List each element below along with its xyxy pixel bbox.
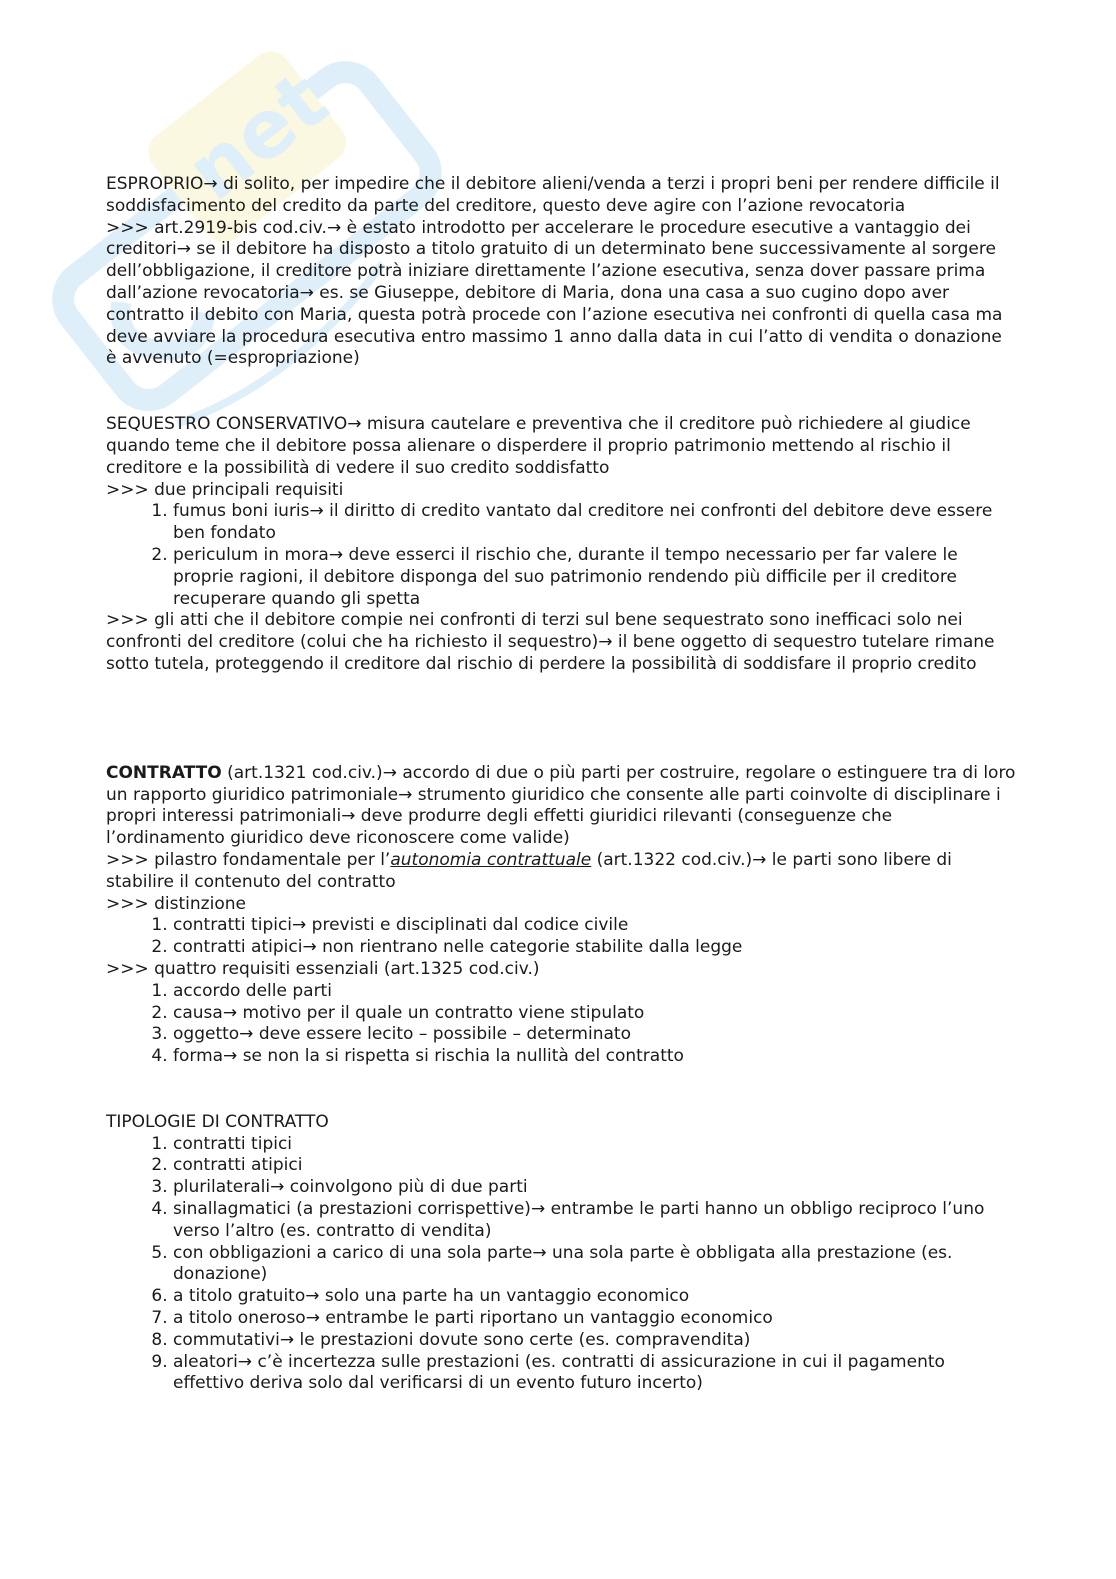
requisiti-list bbox=[106, 981, 1016, 1068]
list-item: 4. forma→ se non la si rispetta si rischia la nullità del contratto bbox=[173, 1046, 1016, 1068]
tipologie-list bbox=[106, 1134, 1016, 1396]
distinzione-list bbox=[106, 915, 1016, 959]
watermark-text: net bbox=[169, 53, 345, 219]
list-item: 2. contratti atipici→ non rientrano nelle categorie stabilite dalla legge bbox=[173, 937, 1016, 959]
autonomia-paragraph bbox=[106, 850, 1016, 894]
list-item: 1. contratti tipici→ previsti e disciplinati dal codice civile bbox=[173, 915, 1016, 937]
autonomia-suffix: (art.1322 cod.civ.)→ le parti sono libere di stabilire il contenuto del contratto bbox=[106, 849, 952, 892]
contratto-definition-paragraph bbox=[106, 763, 1016, 850]
section-sequestro bbox=[106, 414, 1016, 676]
list-item: 7. a titolo oneroso→ entrambe le parti riportano un vantaggio economico bbox=[173, 1308, 1016, 1330]
list-item: 5. con obbligazioni a carico di una sola parte→ una sola parte è obbligata alla prestazione (es. donazione) bbox=[173, 1243, 1016, 1287]
list-item: 3. oggetto→ deve essere lecito – possibile – determinato bbox=[173, 1024, 1016, 1046]
list-item: 3. plurilaterali→ coinvolgono più di due parti bbox=[173, 1177, 1016, 1199]
sequestro-requisiti-intro: >>> due principali requisiti bbox=[106, 479, 344, 500]
contratto-heading: CONTRATTO bbox=[106, 762, 222, 783]
contratto-definition-text: (art.1321 cod.civ.)→ accordo di due o più parti per costruire, regolare o estinguere tra di loro un rapporto giuridico patrimoniale→ strumento giuridico che consente alle parti coinvolte di disciplinare i propri interessi patrimoniali→ deve produrre degli effetti giuridici rilevanti (conseguenze che l’ordinamento giuridico deve riconoscere come valide) bbox=[106, 762, 1016, 849]
list-item: 1. fumus boni iuris→ il diritto di credito vantato dal creditore nei confronti del debitore deve essere ben fondato bbox=[173, 501, 1016, 545]
list-item: 1. contratti tipici bbox=[173, 1134, 1016, 1156]
section-esproprio bbox=[106, 174, 1016, 370]
document-body bbox=[106, 174, 1016, 1395]
section-tipologie bbox=[106, 1112, 1016, 1395]
sequestro-requisiti-list bbox=[106, 501, 1016, 610]
sequestro-paragraph: SEQUESTRO CONSERVATIVO→ misura cautelare e preventiva che il creditore può richiedere al giudice quando teme che il debitore possa alienare o disperdere il proprio patrimonio mettendo al rischio il creditore e la possibilità di vedere il suo credito soddisfatto bbox=[106, 414, 971, 478]
list-item: 1. accordo delle parti bbox=[173, 981, 1016, 1003]
list-item: 4. sinallagmatici (a prestazioni corrispettive)→ entrambe le parti hanno un obbligo reciproco l’uno verso l’altro (es. contratto di vendita) bbox=[173, 1199, 1016, 1243]
autonomia-prefix: >>> pilastro fondamentale per l’ bbox=[106, 849, 391, 870]
requisiti-intro: >>> quattro requisiti essenziali (art.1325 cod.civ.) bbox=[106, 958, 540, 979]
esproprio-paragraph: ESPROPRIO→ di solito, per impedire che il debitore alieni/venda a terzi i propri beni per rendere difficile il soddisfacimento del credito da parte del creditore, questo deve agire con l’azione revocatoria bbox=[106, 174, 1000, 216]
section-contratto bbox=[106, 763, 1016, 1068]
esproprio-art-2919-paragraph: >>> art.2919-bis cod.civ.→ è estato introdotto per accelerare le procedure esecutive a vantaggio dei creditori→ se il debitore ha disposto a titolo gratuito di un determinato bene successivamente al sorgere dell’obbligazione, il creditore potrà iniziare direttamente l’azione esecutiva, senza dover passare prima dall’azione revocatoria→ es. se Giuseppe, debitore di Maria, dona una casa a suo cugino dopo aver contratto il debito con Maria, questa potrà procede con l’azione esecutiva nei confronti di quella casa ma deve avviare la procedura esecutiva entro massimo 1 anno dalla data in cui l’atto di vendita o donazione è avvenuto (=espropriazione) bbox=[106, 217, 1003, 369]
list-item: 2. causa→ motivo per il quale un contratto viene stipulato bbox=[173, 1003, 1016, 1025]
list-item: 2. contratti atipici bbox=[173, 1155, 1016, 1177]
list-item: 6. a titolo gratuito→ solo una parte ha un vantaggio economico bbox=[173, 1286, 1016, 1308]
distinzione-intro: >>> distinzione bbox=[106, 893, 246, 914]
sequestro-effetti-paragraph: >>> gli atti che il debitore compie nei confronti di terzi sul bene sequestrato sono inefficaci solo nei confronti del creditore (colui che ha richiesto il sequestro)→ il bene oggetto di sequestro tutelare rimane sotto tutela, proteggendo il creditore dal rischio di perdere la possibilità di soddisfare il proprio credito bbox=[106, 610, 995, 674]
list-item: 8. commutativi→ le prestazioni dovute sono certe (es. compravendita) bbox=[173, 1330, 1016, 1352]
list-item: 2. periculum in mora→ deve esserci il rischio che, durante il tempo necessario per far valere le proprie ragioni, il debitore disponga del suo patrimonio rendendo più difficile per il creditore recuperare quando gli spetta bbox=[173, 545, 1016, 610]
autonomia-term: autonomia contrattuale bbox=[390, 849, 592, 870]
list-item: 9. aleatori→ c’è incertezza sulle prestazioni (es. contratti di assicurazione in cui il pagamento effettivo deriva solo dal verificarsi di un evento futuro incerto) bbox=[173, 1352, 1016, 1396]
tipologie-heading: TIPOLOGIE DI CONTRATTO bbox=[106, 1111, 329, 1132]
